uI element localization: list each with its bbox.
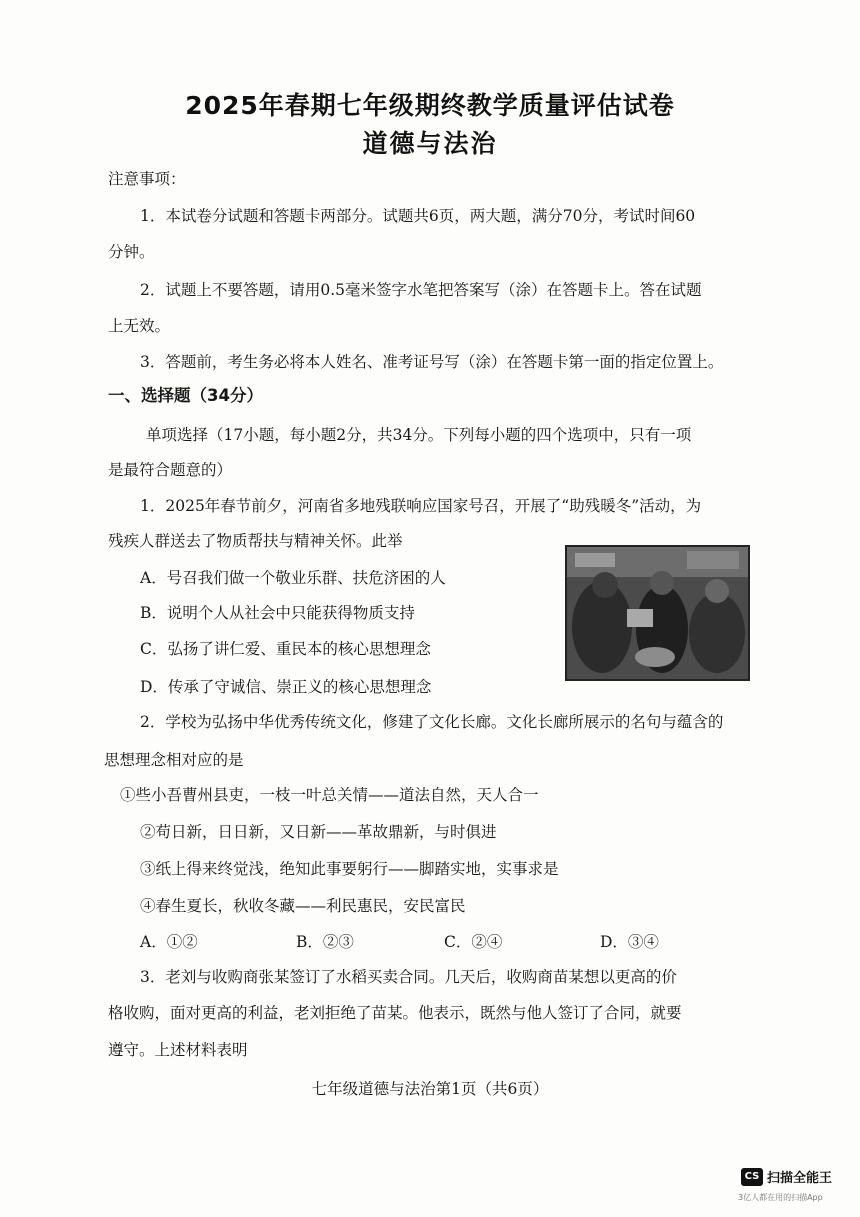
q2-item-4: ④春生夏长，秋收冬藏——利民惠民，安民富民 [140, 897, 466, 915]
q2-item-2: ②苟日新，日日新，又日新——革故鼎新，与时俱进 [140, 823, 497, 841]
scanner-watermark [741, 1167, 832, 1186]
exam-title: 2025年春期七年级期终教学质量评估试卷 [185, 91, 675, 120]
q1-stem-line-1: 1．2025年春节前夕，河南省多地残联响应国家号召，开展了“助残暖冬”活动，为 [140, 497, 702, 515]
q1-option-c: C．弘扬了讲仁爱、重民本的核心思想理念 [140, 640, 431, 658]
q2-option-c: C．②④ [444, 933, 503, 951]
notice-item-1-line-2: 分钟。 [108, 243, 155, 261]
notice-item-2-line-2: 上无效。 [108, 317, 171, 335]
q1-option-d: D．传承了守诚信、崇正义的核心思想理念 [140, 678, 432, 696]
q2-option-a: A．①② [140, 933, 198, 951]
section-1-intro-line-2: 是最符合题意的） [108, 461, 233, 479]
q3-stem-line-1: 3．老刘与收购商张某签订了水稻买卖合同。几天后，收购商苗某想以更高的价 [140, 968, 677, 986]
q2-item-1: ①些小吾曹州县吏，一枝一叶总关情——道法自然，天人合一 [120, 786, 539, 804]
q1-option-b: B．说明个人从社会中只能获得物质支持 [140, 604, 415, 622]
page-footer: 七年级道德与法治第1页（共6页） [311, 1080, 549, 1098]
notice-item-2-line-1: 2．试题上不要答题，请用0.5毫米签字水笔把答案写（涂）在答题卡上。答在试题 [140, 281, 702, 299]
scanner-app-name: 扫描全能王 [767, 1171, 833, 1186]
q2-option-b: B．②③ [296, 933, 354, 951]
q2-option-d: D．③④ [600, 933, 659, 951]
section-1-intro-line-1: 单项选择（17小题，每小题2分，共34分。下列每小题的四个选项中，只有一项 [146, 426, 692, 444]
notice-heading: 注意事项： [108, 170, 186, 188]
q1-option-a: A．号召我们做一个敬业乐群、扶危济困的人 [140, 569, 446, 587]
q2-item-3: ③纸上得来终觉浅，绝知此事要躬行——脚踏实地，实事求是 [140, 860, 559, 878]
q1-stem-line-2: 残疾人群送去了物质帮扶与精神关怀。此举 [108, 532, 403, 550]
photo-scene-graphic [567, 547, 748, 679]
q2-stem-line-1: 2．学校为弘扬中华优秀传统文化，修建了文化长廊。文化长廊所展示的名句与蕴含的 [140, 713, 724, 731]
q1-activity-photo [565, 545, 750, 681]
q3-stem-line-3: 遵守。上述材料表明 [108, 1041, 248, 1059]
scanner-logo-icon: CS [741, 1168, 763, 1186]
q3-stem-line-2: 格收购，面对更高的利益，老刘拒绝了苗某。他表示，既然与他人签订了合同，就要 [108, 1004, 682, 1022]
section-1-heading: 一、选择题（34分） [108, 386, 263, 405]
scanner-tagline: 3亿人都在用的扫描App [738, 1193, 823, 1202]
q2-stem-line-2: 思想理念相对应的是 [104, 751, 244, 769]
notice-item-3: 3．答题前，考生务必将本人姓名、准考证号写（涂）在答题卡第一面的指定位置上。 [140, 353, 724, 371]
exam-subject: 道德与法治 [362, 129, 498, 158]
notice-item-1-line-1: 1．本试卷分试题和答题卡两部分。试题共6页，两大题，满分70分，考试时间60 [140, 207, 696, 225]
